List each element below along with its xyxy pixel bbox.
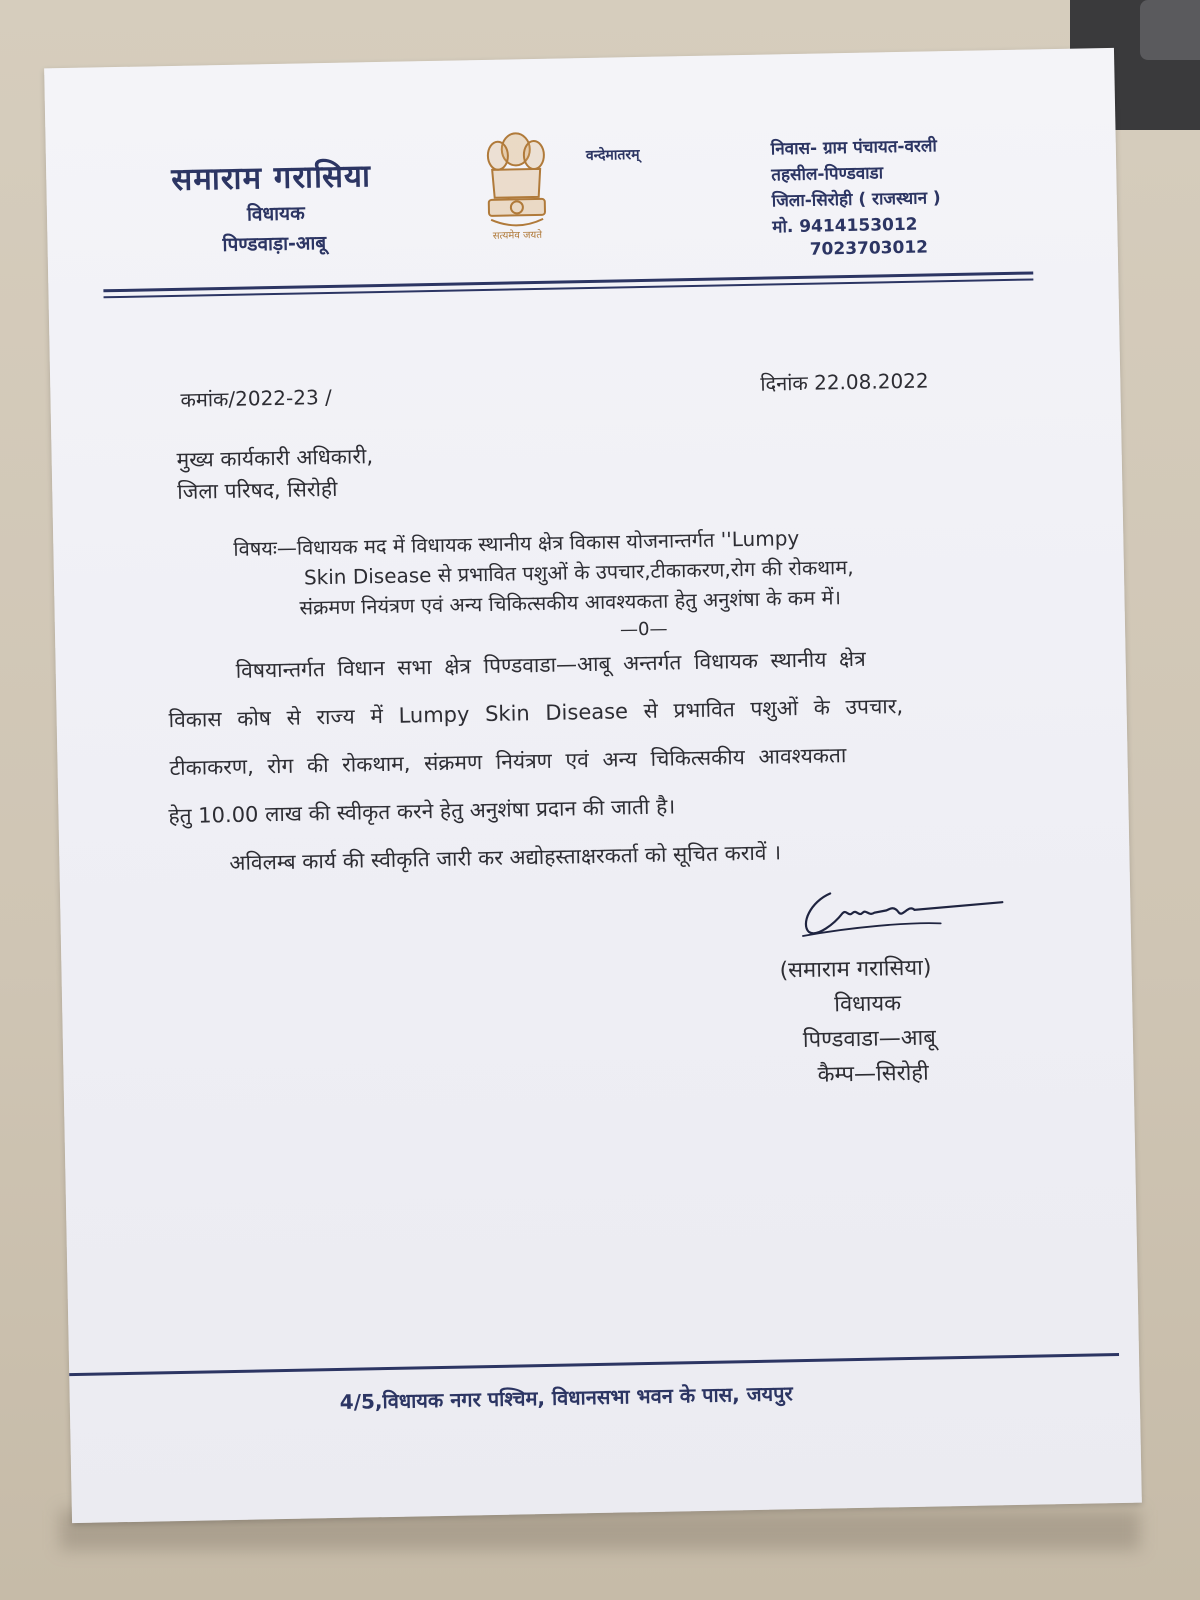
reference-number: कमांक/2022-23 / [180,384,332,412]
body-line-3: टीकाकरण, रोग की रोकथाम, संक्रमण नियंत्रण एवं अन्य चिकित्सकीय आवश्यकता [169,743,847,781]
body-line-1: विषयान्तर्गत विधान सभा क्षेत्र पिण्डवाडा—आबू अन्तर्गत विधायक स्थानीय क्षेत्र [235,646,866,683]
address-line-2: तहसील-पिण्डवाडा [771,163,884,186]
sender-designation: विधायक [246,202,305,226]
vandematram-text: वन्देमातरम् [585,146,640,165]
signatory-camp: कैम्प—सिरोही [817,1060,929,1088]
body-line-2: विकास कोष से राज्य में Lumpy Skin Disease से प्रभावित पशुओं के उपचार, [168,694,904,733]
subject-line-3: संक्रमण नियंत्रण एवं अन्य चिकित्सकीय आवश्यकता हेतु अनुशंषा के कम में। [299,585,842,620]
mobile-number-1: मो. 9414153012 [772,214,918,238]
keyboard-key [1140,0,1200,60]
address-line-3: जिला-सिरोही ( राजस्थान ) [771,188,941,212]
body-line-4: हेतु 10.00 लाख की स्वीकृत करने हेतु अनुशंषा प्रदान की जाती है। [168,794,676,829]
recipient-line-1: मुख्य कार्यकारी अधिकारी, [176,444,374,472]
body-line-5: अविलम्ब कार्य की स्वीकृति जारी कर अद्योहस्ताक्षरकर्ता को सूचित करावें । [229,840,782,875]
sender-name: समाराम गरासिया [170,158,372,198]
signatory-designation: विधायक [834,991,902,1018]
sender-constituency: पिण्डवाड़ा-आबू [222,232,327,257]
footer-rule [69,1353,1119,1376]
signatory-name: (समाराम गरासिया) [779,955,932,984]
footer-address: 4/5,विधायक नगर पश्चिम, विधानसभा भवन के पास, जयपुर [339,1381,793,1414]
emblem-motto: सत्यमेव जयते [492,229,543,242]
address-line-1: निवास- ग्राम पंचायत-वरली [770,136,938,160]
subject-line-2: Skin Disease से प्रभावित पशुओं के उपचार,टीकाकरण,रोग की रोकथाम, [303,554,854,590]
handwritten-signature [790,880,1011,944]
separator-mark: —0— [619,618,668,641]
signatory-constituency: पिण्डवाडा—आबू [802,1025,937,1054]
letter-paper [44,48,1142,1523]
letter-date: दिनांक 22.08.2022 [760,368,929,396]
mobile-number-2: 7023703012 [809,237,929,260]
recipient-line-2: जिला परिषद, सिरोही [177,476,338,504]
subject-line-1: विषयः—विधायक मद में विधायक स्थानीय क्षेत्र विकास योजनान्तर्गत ''Lumpy [233,525,800,561]
